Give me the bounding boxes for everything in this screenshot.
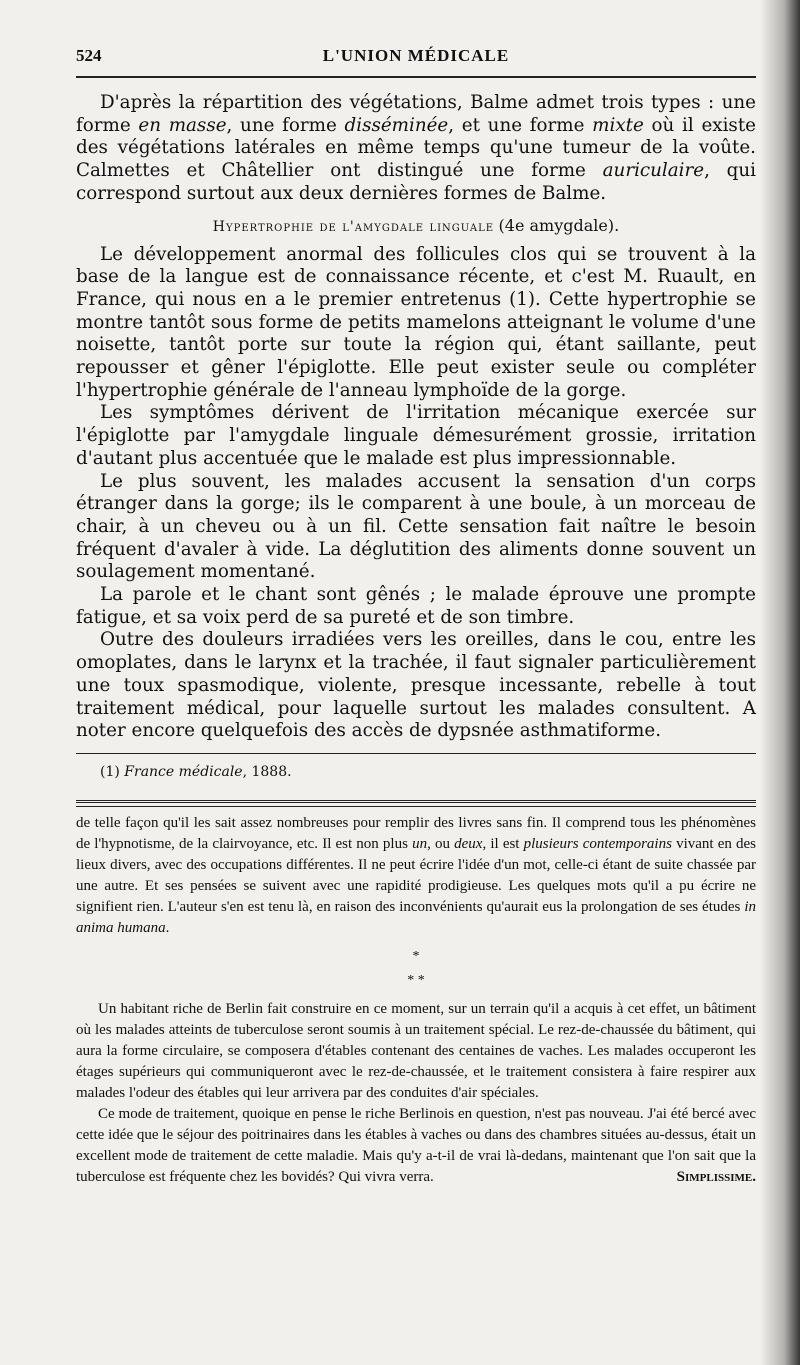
paragraph-treatment: Ce mode de traitement, quoique en pense le riche Berlinois en question, n'est pas nouveau. J'ai été bercé avec cette idée que le séjour des poitrinaires dans les étables à vaches ou dans des chambres situées au-dessus, était un excellent mode de traitement de cette maladie. Mais qu'y a-t-il de vrai là-dedans, maintenant que l'on sait que la tuberculose est fréquente chez les bovidés? Qui vivra verra. Simplissime. [76, 1104, 756, 1188]
footnote-rule [76, 753, 756, 754]
paragraph-sensation: Le plus souvent, les malades accusent la sensation d'un corps étranger dans la gorge; ils le comparent à une boule, à un morceau de chair, à un cheveu ou à un fil. Cette sensation fait naître le besoin fréquent d'avaler à vide. La déglutition des aliments donne souvent un soulagement momentané. [76, 470, 756, 583]
paragraph-voice: La parole et le chant sont gênés ; le malade éprouve une prompte fatigue, et sa voix perd de sa pureté et de son timbre. [76, 584, 756, 628]
article-continuation [76, 92, 756, 782]
column-divider [76, 800, 756, 807]
signature: Simplissime. [676, 1168, 756, 1185]
paragraph-berlin: Un habitant riche de Berlin fait construire en ce moment, sur un terrain qu'il a acquis à cet effet, un bâtiment où les malades atteints de tuberculose seront soumis à un traitement spécial. Le rez-de-chaussée du bâtiment, qui aura la forme circulaire, se composera d'étables contenant des centaines de vaches. Les malades occuperont les étages supérieurs qui communiqueront avec le rez-de-chaussée, et le traitement consistera à faire respirer aux malades l'odeur des étables qui leur arrivera par des conduites d'air spéciales. [76, 1000, 756, 1101]
paragraph-hypnotism: de telle façon qu'il les sait assez nombreuses pour remplir des livres sans fin. Il comprend tous les phénomènes de l'hypnotisme, de la clairvoyance, etc. Il est non plus un, ou deux, il est plusieurs contemporains vivant en des lieux divers, avec des occupations différentes. Il ne peut écrire l'idée d'un mot, celle-ci étant de suite chassée par une autre. Et ses pensées se suivent avec une rapidité prodigieuse. Les quelques mots qu'il a pu écrire ne signifient rien. L'auteur s'en est tenu là, en raison des inconvénients qu'aurait eus la prolongation de ses études in anima humana. [76, 814, 756, 936]
book-spine-shadow [760, 0, 800, 1365]
running-header [76, 40, 756, 78]
paragraph-pains: Outre des douleurs irradiées vers les oreilles, dans le cou, entre les omoplates, dans le larynx et la trachée, il faut signaler particulièrement une toux spasmodique, violente, presque incessante, rebelle à tout traitement médical, pour laquelle surtout les malades consultent. A noter encore quelquefois des accès de dypsnée asthmatiforme. [76, 629, 756, 742]
footnote: (1) France médicale, 1888. [100, 763, 292, 780]
book-page [76, 40, 756, 1188]
section-heading: Hypertrophie de l'amygdale linguale (4e amygdale). [212, 215, 620, 235]
paragraph-development: Le développement anormal des follicules clos qui se trouvent à la base de la langue est de connaissance récente, et c'est M. Ruault, en France, qui nous en a le premier entretenus (1). Cette hypertrophie se montre tantôt sous forme de petits mamelons atteignant le volume d'une noisette, tantôt porte sur toute la région qui, étant saillante, peut repousser et gêner l'épiglotte. Elle peut exister seule ou compléter l'hypertrophie générale de l'anneau lymphoïde de la gorge. [76, 243, 756, 401]
journal-title: L'UNION MÉDICALE [322, 46, 510, 65]
feuilleton-section [76, 813, 756, 1188]
asterism-separator: * * * [407, 948, 425, 988]
page-number: 524 [76, 46, 102, 65]
paragraph-symptoms: Les symptômes dérivent de l'irritation mécanique exercée sur l'épiglotte par l'amygdale linguale démesurément grossie, irritation d'autant plus accentuée que le malade est plus impressionnable. [76, 402, 756, 469]
paragraph-balme-types: D'après la répartition des végétations, Balme admet trois types : une forme en masse, une forme disséminée, et une forme mixte où il existe des végétations latérales en même temps qu'une tumeur de la voûte. Calmettes et Châtellier ont distingué une forme auriculaire, qui correspond surtout aux deux dernières formes de Balme. [76, 92, 756, 204]
